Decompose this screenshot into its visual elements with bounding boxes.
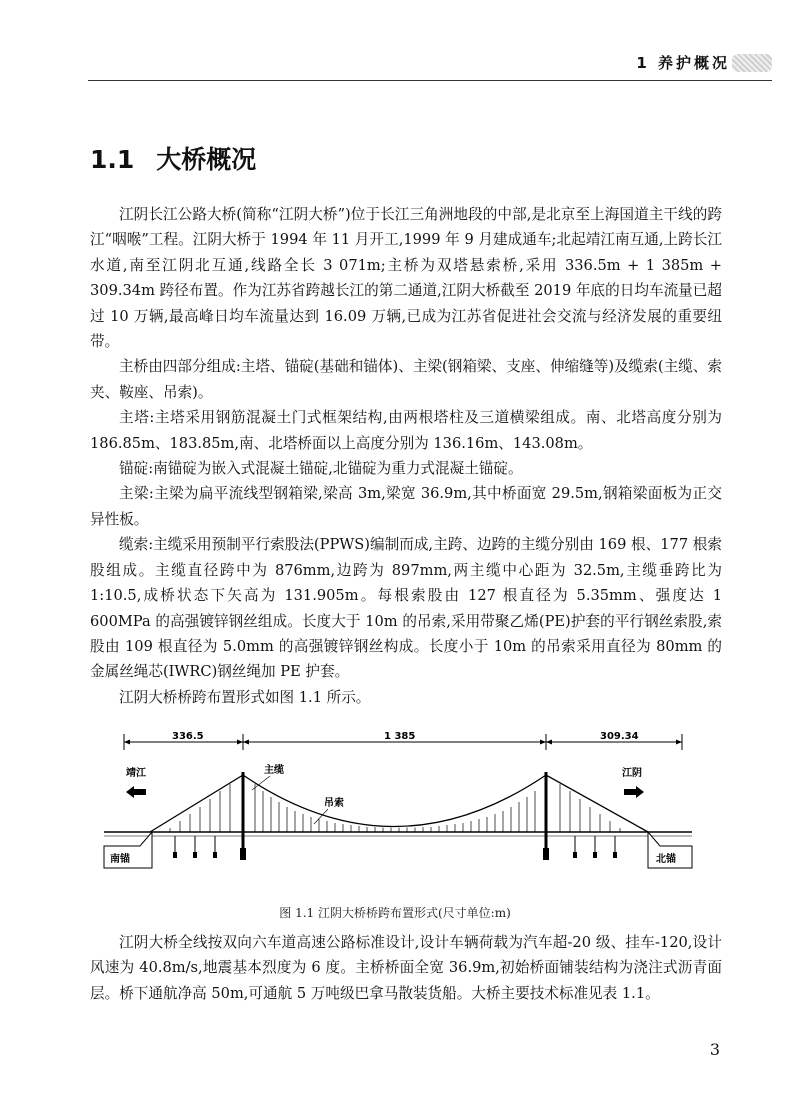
paragraph: 锚碇:南锚碇为嵌入式混凝土锚碇,北锚碇为重力式混凝土锚碇。 <box>119 460 523 478</box>
section-heading <box>90 140 256 176</box>
section-number: 1.1 <box>90 145 135 174</box>
paragraph: 主梁:主梁为扁平流线型钢箱梁,梁高 3m,梁宽 36.9m,其中桥面宽 29.5m,钢箱梁面板为正交异性板。 <box>90 485 722 528</box>
direction-label-jingjiang: 靖江 <box>126 768 146 779</box>
paragraph: 江阴长江公路大桥(简称“江阴大桥”)位于长江三角洲地段的中部,是北京至上海国道主干线的跨江“咽喉”工程。江阴大桥于 1994 年 11 月开工,1999 年 9 月建成通车;北起靖江南互通,上跨长江水道,南至江阴北互通,线路全长 3 071m;主桥为双塔悬索桥,采用 336.5m + 1 385m + 309.34m 跨径布置。作为江苏省跨越长江的第二通道,江阴大桥截至 2019 年底的日均车流量已超过 10 万辆,最高峰日均车流量达到 16.09 万辆,已成为江苏省促进社会交流与经济发展的重要纽带。 <box>90 206 722 351</box>
south-anchor-label: 南锚 <box>110 854 130 865</box>
paragraph: 主桥由四部分组成:主塔、锚碇(基础和锚体)、主梁(钢箱梁、支座、伸缩缝等)及缆索(主缆、索夹、鞍座、吊索)。 <box>90 358 722 401</box>
dimension-left-span: 336.5 <box>172 731 204 742</box>
header-rule <box>88 80 772 81</box>
hangers <box>170 784 620 832</box>
direction-label-jiangyin: 江阴 <box>622 768 642 779</box>
hanger-label: 吊索 <box>324 798 344 809</box>
arrow-right-icon <box>624 786 644 798</box>
main-cable <box>150 775 648 832</box>
dimension-right-span: 309.34 <box>600 731 639 742</box>
bridge-span-figure <box>100 728 700 878</box>
running-header: 1 养护概况 <box>636 54 730 72</box>
paragraph: 主塔:主塔采用钢筋混凝土门式框架结构,由两根塔柱及三道横梁组成。南、北塔高度分别为 186.85m、183.85m,南、北塔桥面以上高度分别为 136.16m、143.08m。 <box>90 409 722 452</box>
body-text-top <box>90 202 722 710</box>
section-title: 大桥概况 <box>156 145 257 174</box>
figure-caption: 图 1.1 江阴大桥桥跨布置形式(尺寸单位:m) <box>279 906 511 920</box>
dimension-main-span: 1 385 <box>384 731 416 742</box>
arrow-left-icon <box>126 786 146 798</box>
page-number: 3 <box>709 1040 720 1059</box>
main-cable-label: 主缆 <box>264 765 284 776</box>
paragraph: 江阴大桥桥跨布置形式如图 1.1 所示。 <box>119 688 371 706</box>
body-text-bottom <box>90 930 722 1006</box>
paragraph: 江阴大桥全线按双向六车道高速公路标准设计,设计车辆荷载为汽车超-20 级、挂车-120,设计风速为 40.8m/s,地震基本烈度为 6 度。主桥桥面全宽 36.9m,初始桥面铺装结构为浇注式沥青面层。桥下通航净高 50m,可通航 5 万吨级巴拿马散装货船。大桥主要技术标准见表 1.1。 <box>90 934 722 1002</box>
paragraph: 缆索:主缆采用预制平行索股法(PPWS)编制而成,主跨、边跨的主缆分别由 169 根、177 根索股组成。主缆直径跨中为 876mm,边跨为 897mm,两主缆中心距为 32.5m,主缆垂跨比为 1:10.5,成桥状态下矢高为 131.905m。每根索股由 127 根直径为 5.35mm、强度达 1 600MPa 的高强镀锌钢丝组成。长度大于 10m 的吊索,采用带聚乙烯(PE)护套的平行钢丝索股,索股由 109 根直径为 5.0mm 的高强镀锌钢丝构成。长度小于 10m 的吊索采用直径为 80mm 的金属丝绳芯(IWRC)钢丝绳加 PE 护套。 <box>90 536 722 681</box>
north-anchor-label: 北锚 <box>656 854 676 865</box>
header-ornament <box>732 54 772 72</box>
